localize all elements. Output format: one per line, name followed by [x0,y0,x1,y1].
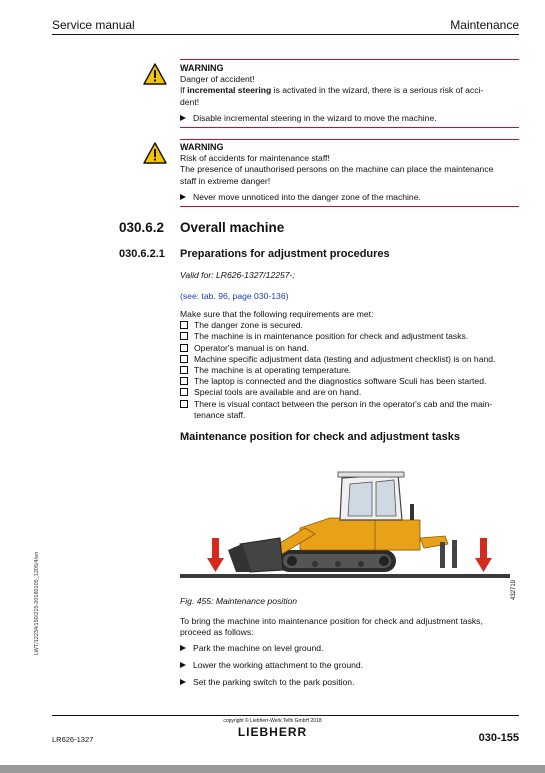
requirement-item: There is visual contact between the person in the operator's cab and the main- [180,399,525,410]
figure-id: 432719 [511,579,517,600]
requirement-item: The laptop is connected and the diagnostics software Sculi has been started. [180,376,525,387]
warning-line: If incremental steering is activated in the wizard, there is a serious risk of acci- [180,85,484,96]
figure-machine [180,458,520,598]
checkbox-icon [180,344,188,352]
subsection-title: Preparations for adjustment procedures [180,248,390,260]
requirement-item: The danger zone is secured. [180,320,525,331]
requirement-item: The machine is in maintenance position for check and adjustment tasks. [180,331,525,342]
section-number: 030.6.2 [119,220,165,235]
header-rule [52,34,519,35]
red-arrow-left-icon [207,538,224,572]
checkbox-icon [180,332,188,340]
step-item: Lower the working attachment to the ground. [180,660,363,671]
warning-line: Risk of accidents for maintenance staff! [180,153,330,164]
warning-bottom-rule [180,127,519,128]
arrow-icon [180,679,186,685]
footer-model: LR626-1327 [52,735,94,744]
step-item: Set the parking switch to the park position. [180,677,363,688]
warning-triangle-icon [143,63,167,90]
requirement-item: The machine is at operating temperature. [180,365,525,376]
subheading: Maintenance position for check and adjustment tasks [180,431,460,443]
footer-page: 030-155 [478,732,519,744]
see-link[interactable]: (see: tab. 96, page 030-136) [180,291,289,301]
warning-line: staff in extreme danger! [180,175,271,186]
subsection-number: 030.6.2.1 [119,248,165,260]
warning-line: dent! [180,96,200,107]
arrow-icon [180,194,186,200]
arrow-icon [180,662,186,668]
step-item: Park the machine on level ground. [180,643,363,654]
warning-action: Never move unnoticed into the danger zone of the machine. [180,192,520,203]
liebherr-logo: LIEBHERR [237,725,308,739]
warning-top-rule [180,59,519,60]
warning-title: WARNING [180,63,224,73]
requirements-intro: Make sure that the following requirements are met: [180,309,374,319]
requirement-item: Machine specific adjustment data (testing and adjustment checklist) is on hand. [180,354,525,365]
warning-triangle-icon [143,142,167,169]
requirement-cont: tenance staff. [194,409,246,420]
red-arrow-right-icon [475,538,492,572]
checkbox-icon [180,388,188,396]
figure-caption: Fig. 455: Maintenance position [180,596,298,606]
valid-for: Valid for: LR626-1327/12257-; [180,270,295,280]
header-right: Maintenance [450,18,519,32]
checkbox-icon [180,400,188,408]
checkbox-icon [180,377,188,385]
arrow-icon [180,115,186,121]
requirements-block [180,309,525,421]
warning-bottom-rule [180,206,519,207]
warning-title: WARNING [180,142,224,152]
requirement-item: Special tools are available and are on hand. [180,387,525,398]
section-title: Overall machine [180,220,285,235]
bottom-bar [0,765,545,773]
checkbox-icon [180,366,188,374]
requirement-item: Operator's manual is on hand. [180,343,525,354]
procedure-steps [180,643,363,689]
warning-top-rule [180,139,519,140]
checkbox-icon [180,321,188,329]
side-code: LWT/12234/150/215-20180105_1205/4/en [34,551,40,655]
warning-action: Disable incremental steering in the wizard to move the machine. [180,113,520,124]
arrow-icon [180,645,186,651]
checkbox-icon [180,355,188,363]
procedure-intro: To bring the machine into maintenance position for check and adjustment tasks, proceed as follows: [180,616,483,638]
warning-block [180,63,520,124]
warning-block [180,142,520,203]
header-left: Service manual [52,18,135,32]
footer-rule [52,715,519,716]
warning-line: The presence of unauthorised persons on the machine can place the maintenance [180,164,494,175]
warning-line: Danger of accident! [180,74,255,85]
footer-copyright: copyright © Liebherr-Werk Telfs GmbH 2018 [223,718,322,724]
